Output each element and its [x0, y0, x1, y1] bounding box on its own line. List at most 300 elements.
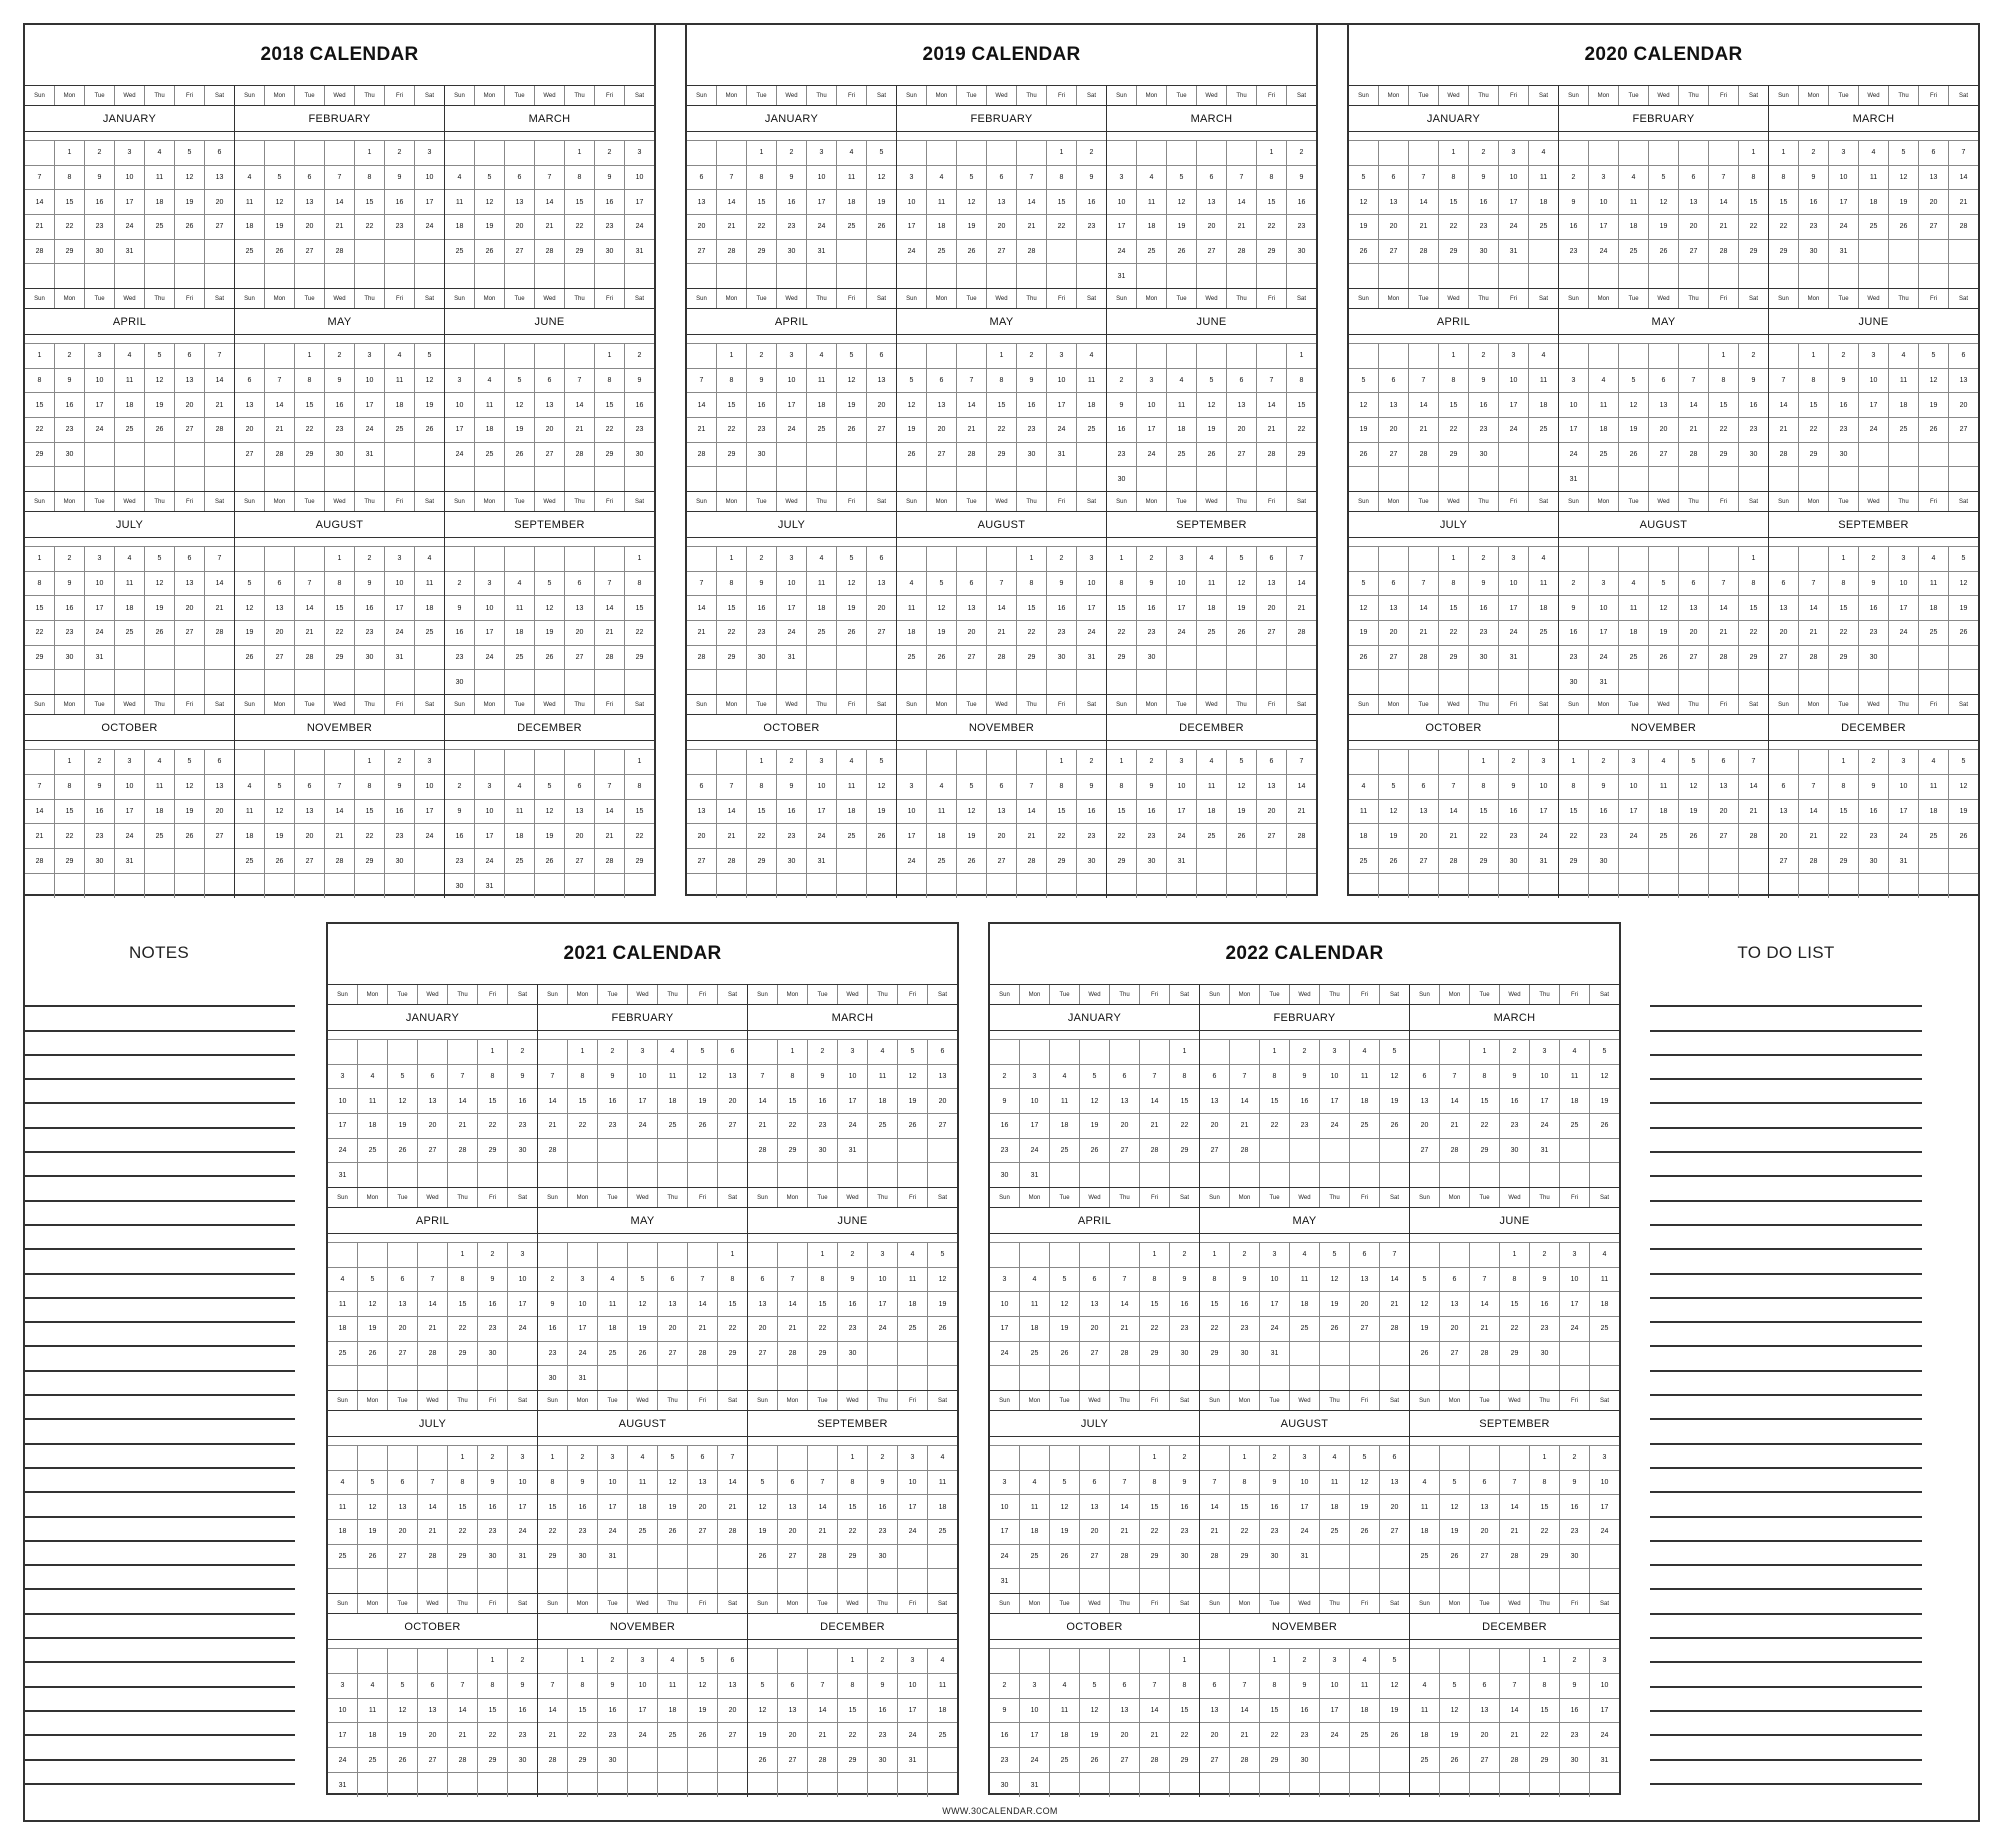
weekday-label: Fri — [688, 985, 718, 1004]
weekday-label: Tue — [1470, 1594, 1500, 1613]
day-cell: 15 — [1260, 1699, 1290, 1723]
weekday-label: Sun — [235, 492, 265, 511]
day-cell: 28 — [1297, 629, 1306, 637]
day-cell: 4 — [1859, 141, 1889, 165]
day-cell: 30 — [1749, 451, 1758, 459]
day-cell — [478, 1569, 508, 1593]
day-cell: 16 — [1560, 1495, 1590, 1519]
day-cell: 9 — [1469, 166, 1499, 190]
spacer-row — [25, 335, 234, 344]
day-cell: 7 — [1409, 369, 1439, 393]
day-cell — [1799, 874, 1829, 898]
day-cell — [1047, 467, 1077, 491]
day-cell — [1017, 264, 1047, 288]
day-cell: 10 — [115, 775, 145, 799]
day-cell: 22 — [1439, 418, 1469, 442]
month-august — [1559, 492, 1769, 694]
weekday-label: Wed — [1080, 1391, 1110, 1410]
week-row — [687, 824, 896, 849]
day-cell: 24 — [1530, 1114, 1560, 1138]
day-cell: 21 — [1799, 824, 1829, 848]
week-row — [25, 166, 234, 191]
day-cell: 15 — [1530, 1699, 1560, 1723]
weekday-label: Mon — [927, 492, 957, 511]
week-row — [1410, 1243, 1619, 1268]
day-cell: 14 — [1799, 800, 1829, 824]
day-cell: 27 — [175, 621, 205, 645]
day-cell: 1 — [325, 547, 355, 571]
week-row — [897, 240, 1106, 265]
day-cell: 23 — [1829, 418, 1859, 442]
day-cell: 4 — [837, 141, 867, 165]
day-cell: 16 — [1469, 190, 1499, 214]
week-row — [25, 849, 234, 874]
spacer-row — [897, 132, 1106, 141]
day-cell: 26 — [358, 1545, 388, 1569]
day-cell: 17 — [1530, 1089, 1560, 1113]
week-row — [1200, 1471, 1409, 1496]
day-cell: 17 — [1320, 1699, 1350, 1723]
day-cell: 2 — [990, 1674, 1020, 1698]
day-cell — [658, 1773, 688, 1797]
day-cell — [1167, 141, 1197, 165]
day-cell — [1709, 141, 1739, 165]
day-cell: 23 — [1180, 1325, 1189, 1333]
day-cell: 12 — [1167, 190, 1197, 214]
day-cell — [445, 141, 475, 165]
day-cell: 7 — [687, 369, 717, 393]
day-cell: 29 — [1769, 240, 1799, 264]
day-cell: 21 — [1470, 1317, 1500, 1341]
week-row — [235, 800, 444, 825]
day-cell: 23 — [385, 824, 415, 848]
writing-line — [23, 1615, 295, 1639]
day-cell: 18 — [1320, 1495, 1350, 1519]
weekday-label: Fri — [688, 1594, 718, 1613]
writing-line — [23, 983, 295, 1007]
week-row — [1349, 646, 1558, 671]
week-row — [897, 621, 1106, 646]
day-cell: 23 — [1047, 621, 1077, 645]
day-cell: 14 — [778, 1292, 808, 1316]
week-row — [990, 1366, 1199, 1390]
weekday-label: Fri — [1499, 695, 1529, 714]
day-cell: 1 — [717, 547, 747, 571]
day-cell: 25 — [1020, 1545, 1050, 1569]
day-cell — [658, 1366, 688, 1390]
spacer-row — [328, 1031, 537, 1040]
day-cell — [1227, 141, 1257, 165]
weekday-label: Wed — [325, 492, 355, 511]
day-cell: 28 — [1440, 1139, 1470, 1163]
day-cell: 24 — [115, 824, 145, 848]
day-cell: 16 — [85, 800, 115, 824]
day-cell: 14 — [1749, 783, 1758, 791]
writing-line — [1650, 1639, 1922, 1663]
day-cell: 15 — [1469, 800, 1499, 824]
day-cell: 22 — [25, 621, 55, 645]
day-cell: 18 — [1020, 1520, 1050, 1544]
day-cell — [837, 646, 867, 670]
day-cell — [898, 1366, 928, 1390]
day-cell: 5 — [388, 1065, 418, 1089]
day-cell: 5 — [1410, 1268, 1440, 1292]
day-cell: 19 — [927, 621, 957, 645]
weekday-label: Sat — [634, 92, 644, 99]
day-cell: 11 — [235, 800, 265, 824]
week-row — [1107, 670, 1316, 694]
day-cell — [1107, 874, 1137, 898]
weekday-label: Sun — [687, 289, 717, 308]
day-cell: 1 — [1257, 141, 1287, 165]
day-cell — [1137, 344, 1167, 368]
day-cell — [565, 467, 595, 491]
weekday-label: Thu — [1889, 289, 1919, 308]
day-cell: 30 — [478, 1342, 508, 1366]
weekday-header — [235, 695, 444, 715]
month-may — [538, 1188, 748, 1390]
day-cell: 21 — [1409, 418, 1439, 442]
day-cell — [565, 264, 595, 288]
week-row — [235, 393, 444, 418]
day-cell: 25 — [1020, 1342, 1050, 1366]
weekday-header — [328, 1391, 537, 1411]
day-cell — [415, 443, 444, 467]
week-row — [990, 1773, 1199, 1797]
day-cell: 22 — [448, 1520, 478, 1544]
weekday-label: Sat — [1538, 295, 1548, 302]
weekday-label: Thu — [1469, 289, 1499, 308]
day-cell — [1380, 1773, 1409, 1797]
day-cell — [1290, 1139, 1320, 1163]
day-cell: 7 — [778, 1268, 808, 1292]
day-cell: 3 — [1320, 1040, 1350, 1064]
day-cell: 20 — [1379, 621, 1409, 645]
day-cell — [235, 344, 265, 368]
day-cell: 24 — [1167, 824, 1197, 848]
weekday-label: Sat — [727, 991, 737, 998]
weekday-label: Sat — [1748, 701, 1758, 708]
day-cell: 31 — [1829, 240, 1859, 264]
day-cell — [897, 670, 927, 694]
week-row — [538, 1446, 747, 1471]
writing-line — [1650, 1032, 1922, 1056]
day-cell: 27 — [1257, 824, 1287, 848]
day-cell — [1050, 1446, 1080, 1470]
day-cell — [448, 1163, 478, 1187]
day-cell: 17 — [1559, 418, 1589, 442]
day-cell: 4 — [1197, 547, 1227, 571]
week-row — [1107, 443, 1316, 468]
day-cell: 15 — [55, 190, 85, 214]
day-cell — [145, 670, 175, 694]
day-cell — [388, 1243, 418, 1267]
day-cell: 16 — [55, 596, 85, 620]
week-row — [25, 418, 234, 443]
day-cell: 31 — [1260, 1342, 1290, 1366]
day-cell: 5 — [688, 1040, 718, 1064]
week-row — [990, 1114, 1199, 1139]
day-cell: 28 — [295, 646, 325, 670]
day-cell: 30 — [868, 1545, 898, 1569]
day-cell: 28 — [1709, 646, 1739, 670]
day-cell: 17 — [1499, 596, 1529, 620]
day-cell: 26 — [877, 223, 886, 231]
day-cell: 26 — [837, 418, 867, 442]
weekday-label: Thu — [145, 289, 175, 308]
day-cell: 2 — [1182, 1454, 1187, 1462]
day-cell: 29 — [1107, 646, 1137, 670]
day-cell: 15 — [1749, 198, 1758, 206]
day-cell: 27 — [1470, 1748, 1500, 1772]
day-cell: 11 — [938, 1479, 947, 1486]
day-cell — [418, 1649, 448, 1673]
day-cell: 3 — [427, 758, 432, 766]
day-cell: 18 — [115, 596, 145, 620]
day-cell: 18 — [328, 1520, 358, 1544]
day-cell: 19 — [877, 198, 886, 206]
weekday-header — [445, 695, 654, 715]
weekday-label: Thu — [1889, 695, 1919, 714]
week-row — [25, 141, 234, 166]
weekday-label: Wed — [1439, 695, 1469, 714]
day-cell: 27 — [265, 646, 295, 670]
day-cell: 29 — [448, 1545, 478, 1569]
day-cell — [1499, 443, 1529, 467]
day-cell — [508, 1366, 537, 1390]
day-cell: 22 — [747, 215, 777, 239]
weekday-label: Tue — [1619, 289, 1649, 308]
weekday-label: Sun — [1410, 1594, 1440, 1613]
day-cell: 16 — [1799, 190, 1829, 214]
day-cell: 20 — [1769, 824, 1799, 848]
week-row — [748, 1545, 957, 1570]
day-cell: 24 — [990, 1342, 1020, 1366]
week-row — [1107, 572, 1316, 597]
day-cell: 20 — [728, 1097, 737, 1105]
day-cell — [1529, 467, 1558, 491]
day-cell — [295, 141, 325, 165]
day-cell: 31 — [807, 240, 837, 264]
day-cell: 11 — [1560, 1065, 1590, 1089]
weekday-label: Mon — [717, 86, 747, 105]
day-cell — [325, 141, 355, 165]
day-cell: 31 — [1539, 857, 1548, 865]
day-cell: 21 — [987, 621, 1017, 645]
weekday-label: Fri — [385, 492, 415, 511]
day-cell — [595, 264, 625, 288]
day-cell — [1140, 1163, 1170, 1187]
day-cell: 17 — [1167, 596, 1197, 620]
day-cell: 9 — [595, 166, 625, 190]
day-cell: 12 — [1679, 775, 1709, 799]
weekday-label: Wed — [115, 695, 145, 714]
day-cell: 9 — [1829, 369, 1859, 393]
day-cell: 6 — [1470, 1471, 1500, 1495]
day-cell: 4 — [1197, 750, 1227, 774]
month-november — [1200, 1594, 1410, 1797]
weekday-label: Thu — [1530, 1594, 1560, 1613]
spacer-row — [1349, 335, 1558, 344]
day-cell: 31 — [115, 240, 145, 264]
day-cell: 30 — [1230, 1342, 1260, 1366]
day-cell: 23 — [747, 418, 777, 442]
day-cell: 16 — [478, 1495, 508, 1519]
day-cell: 21 — [778, 1317, 808, 1341]
day-cell: 16 — [598, 1699, 628, 1723]
weekday-label: Sun — [897, 492, 927, 511]
day-cell: 29 — [1107, 849, 1137, 873]
day-cell — [1410, 1649, 1440, 1673]
day-cell: 28 — [1439, 849, 1469, 873]
day-cell: 9 — [1560, 1674, 1590, 1698]
day-cell: 10 — [1530, 1065, 1560, 1089]
weekday-label: Tue — [1470, 1391, 1500, 1410]
weekday-label: Fri — [1350, 1391, 1380, 1410]
day-cell: 23 — [445, 646, 475, 670]
day-cell: 27 — [927, 443, 957, 467]
day-cell: 18 — [445, 215, 475, 239]
day-cell: 14 — [1679, 393, 1709, 417]
day-cell — [927, 670, 957, 694]
day-cell: 13 — [1709, 775, 1739, 799]
day-cell — [1949, 874, 1978, 898]
day-cell: 23 — [1290, 1723, 1320, 1747]
day-cell: 16 — [1859, 800, 1889, 824]
writing-line — [23, 1761, 295, 1785]
day-cell — [927, 141, 957, 165]
weekday-label: Tue — [1619, 86, 1649, 105]
day-cell: 1 — [778, 1040, 808, 1064]
day-cell: 7 — [957, 369, 987, 393]
day-cell: 2 — [1137, 547, 1167, 571]
day-cell: 11 — [1350, 1674, 1380, 1698]
day-cell — [355, 670, 385, 694]
day-cell: 27 — [388, 1545, 418, 1569]
weekday-label: Mon — [1230, 985, 1260, 1004]
day-cell: 17 — [990, 1520, 1020, 1544]
day-cell: 28 — [1799, 646, 1829, 670]
day-cell: 14 — [808, 1699, 838, 1723]
day-cell — [1140, 1649, 1170, 1673]
day-cell: 15 — [987, 393, 1017, 417]
day-cell: 12 — [877, 783, 886, 791]
weekday-label: Fri — [175, 695, 205, 714]
day-cell: 24 — [898, 1520, 928, 1544]
weekday-header — [1349, 86, 1558, 106]
day-cell: 18 — [1539, 401, 1548, 409]
week-row — [897, 393, 1106, 418]
day-cell — [1949, 240, 1978, 264]
day-cell: 31 — [355, 443, 385, 467]
day-cell: 18 — [658, 1699, 688, 1723]
week-row — [1769, 393, 1978, 418]
weekday-label: Tue — [1167, 289, 1197, 308]
day-cell — [295, 547, 325, 571]
day-cell: 9 — [1182, 1276, 1187, 1283]
day-cell: 31 — [898, 1748, 928, 1772]
day-cell: 25 — [1350, 1723, 1380, 1747]
day-cell: 21 — [538, 1723, 568, 1747]
weekday-label: Wed — [628, 985, 658, 1004]
day-cell: 12 — [175, 166, 205, 190]
day-cell: 16 — [1180, 1503, 1189, 1511]
month-name: DECEMBER — [1410, 1614, 1619, 1640]
month-name: MARCH — [1410, 1005, 1619, 1031]
day-cell: 22 — [538, 1520, 568, 1544]
day-cell — [1649, 264, 1679, 288]
day-cell: 14 — [1200, 1495, 1230, 1519]
day-cell: 28 — [1409, 646, 1439, 670]
day-cell: 3 — [807, 750, 837, 774]
day-cell — [355, 240, 385, 264]
weekday-label: Fri — [595, 492, 625, 511]
day-cell: 16 — [868, 1495, 898, 1519]
day-cell — [1080, 1569, 1110, 1593]
day-cell: 8 — [1469, 775, 1499, 799]
day-cell: 23 — [1290, 1114, 1320, 1138]
day-cell: 9 — [478, 1268, 508, 1292]
day-cell: 28 — [748, 1139, 778, 1163]
day-cell — [1290, 1342, 1320, 1366]
weekday-label: Mon — [1379, 289, 1409, 308]
day-cell: 4 — [868, 1040, 898, 1064]
weekday-header — [538, 1188, 747, 1208]
week-row — [445, 369, 654, 394]
day-cell — [1080, 1446, 1110, 1470]
day-cell: 15 — [717, 393, 747, 417]
day-cell: 16 — [355, 596, 385, 620]
day-cell — [85, 467, 115, 491]
writing-line — [1650, 1347, 1922, 1371]
week-row — [235, 369, 444, 394]
day-cell — [987, 467, 1017, 491]
week-row — [1107, 190, 1316, 215]
day-cell — [1889, 467, 1919, 491]
weekday-label: Sun — [538, 985, 568, 1004]
day-cell — [25, 750, 55, 774]
day-cell — [1349, 750, 1379, 774]
week-row — [445, 646, 654, 671]
day-cell: 5 — [535, 572, 565, 596]
day-cell: 13 — [688, 1471, 718, 1495]
day-cell: 14 — [538, 1699, 568, 1723]
day-cell: 24 — [1560, 1317, 1590, 1341]
day-cell: 8 — [1182, 1073, 1187, 1080]
day-cell: 13 — [1959, 377, 1968, 384]
weekday-label: Sat — [1296, 498, 1306, 505]
weekday-header — [235, 492, 444, 512]
day-cell: 17 — [425, 198, 434, 206]
day-cell: 18 — [145, 190, 175, 214]
quarter-row — [328, 985, 957, 1188]
day-cell: 16 — [1859, 596, 1889, 620]
day-cell: 14 — [325, 800, 355, 824]
day-cell — [1679, 344, 1709, 368]
day-cell: 11 — [868, 1065, 898, 1089]
day-cell — [1050, 1163, 1080, 1187]
day-cell — [1170, 1163, 1199, 1187]
day-cell: 27 — [1679, 240, 1709, 264]
weekday-label: Sun — [990, 985, 1020, 1004]
day-cell: 13 — [987, 800, 1017, 824]
day-cell: 27 — [1110, 1139, 1140, 1163]
day-cell: 15 — [1530, 1495, 1560, 1519]
day-cell: 10 — [518, 1479, 527, 1486]
week-row — [1559, 418, 1768, 443]
week-row — [687, 166, 896, 191]
week-row — [990, 1163, 1199, 1187]
